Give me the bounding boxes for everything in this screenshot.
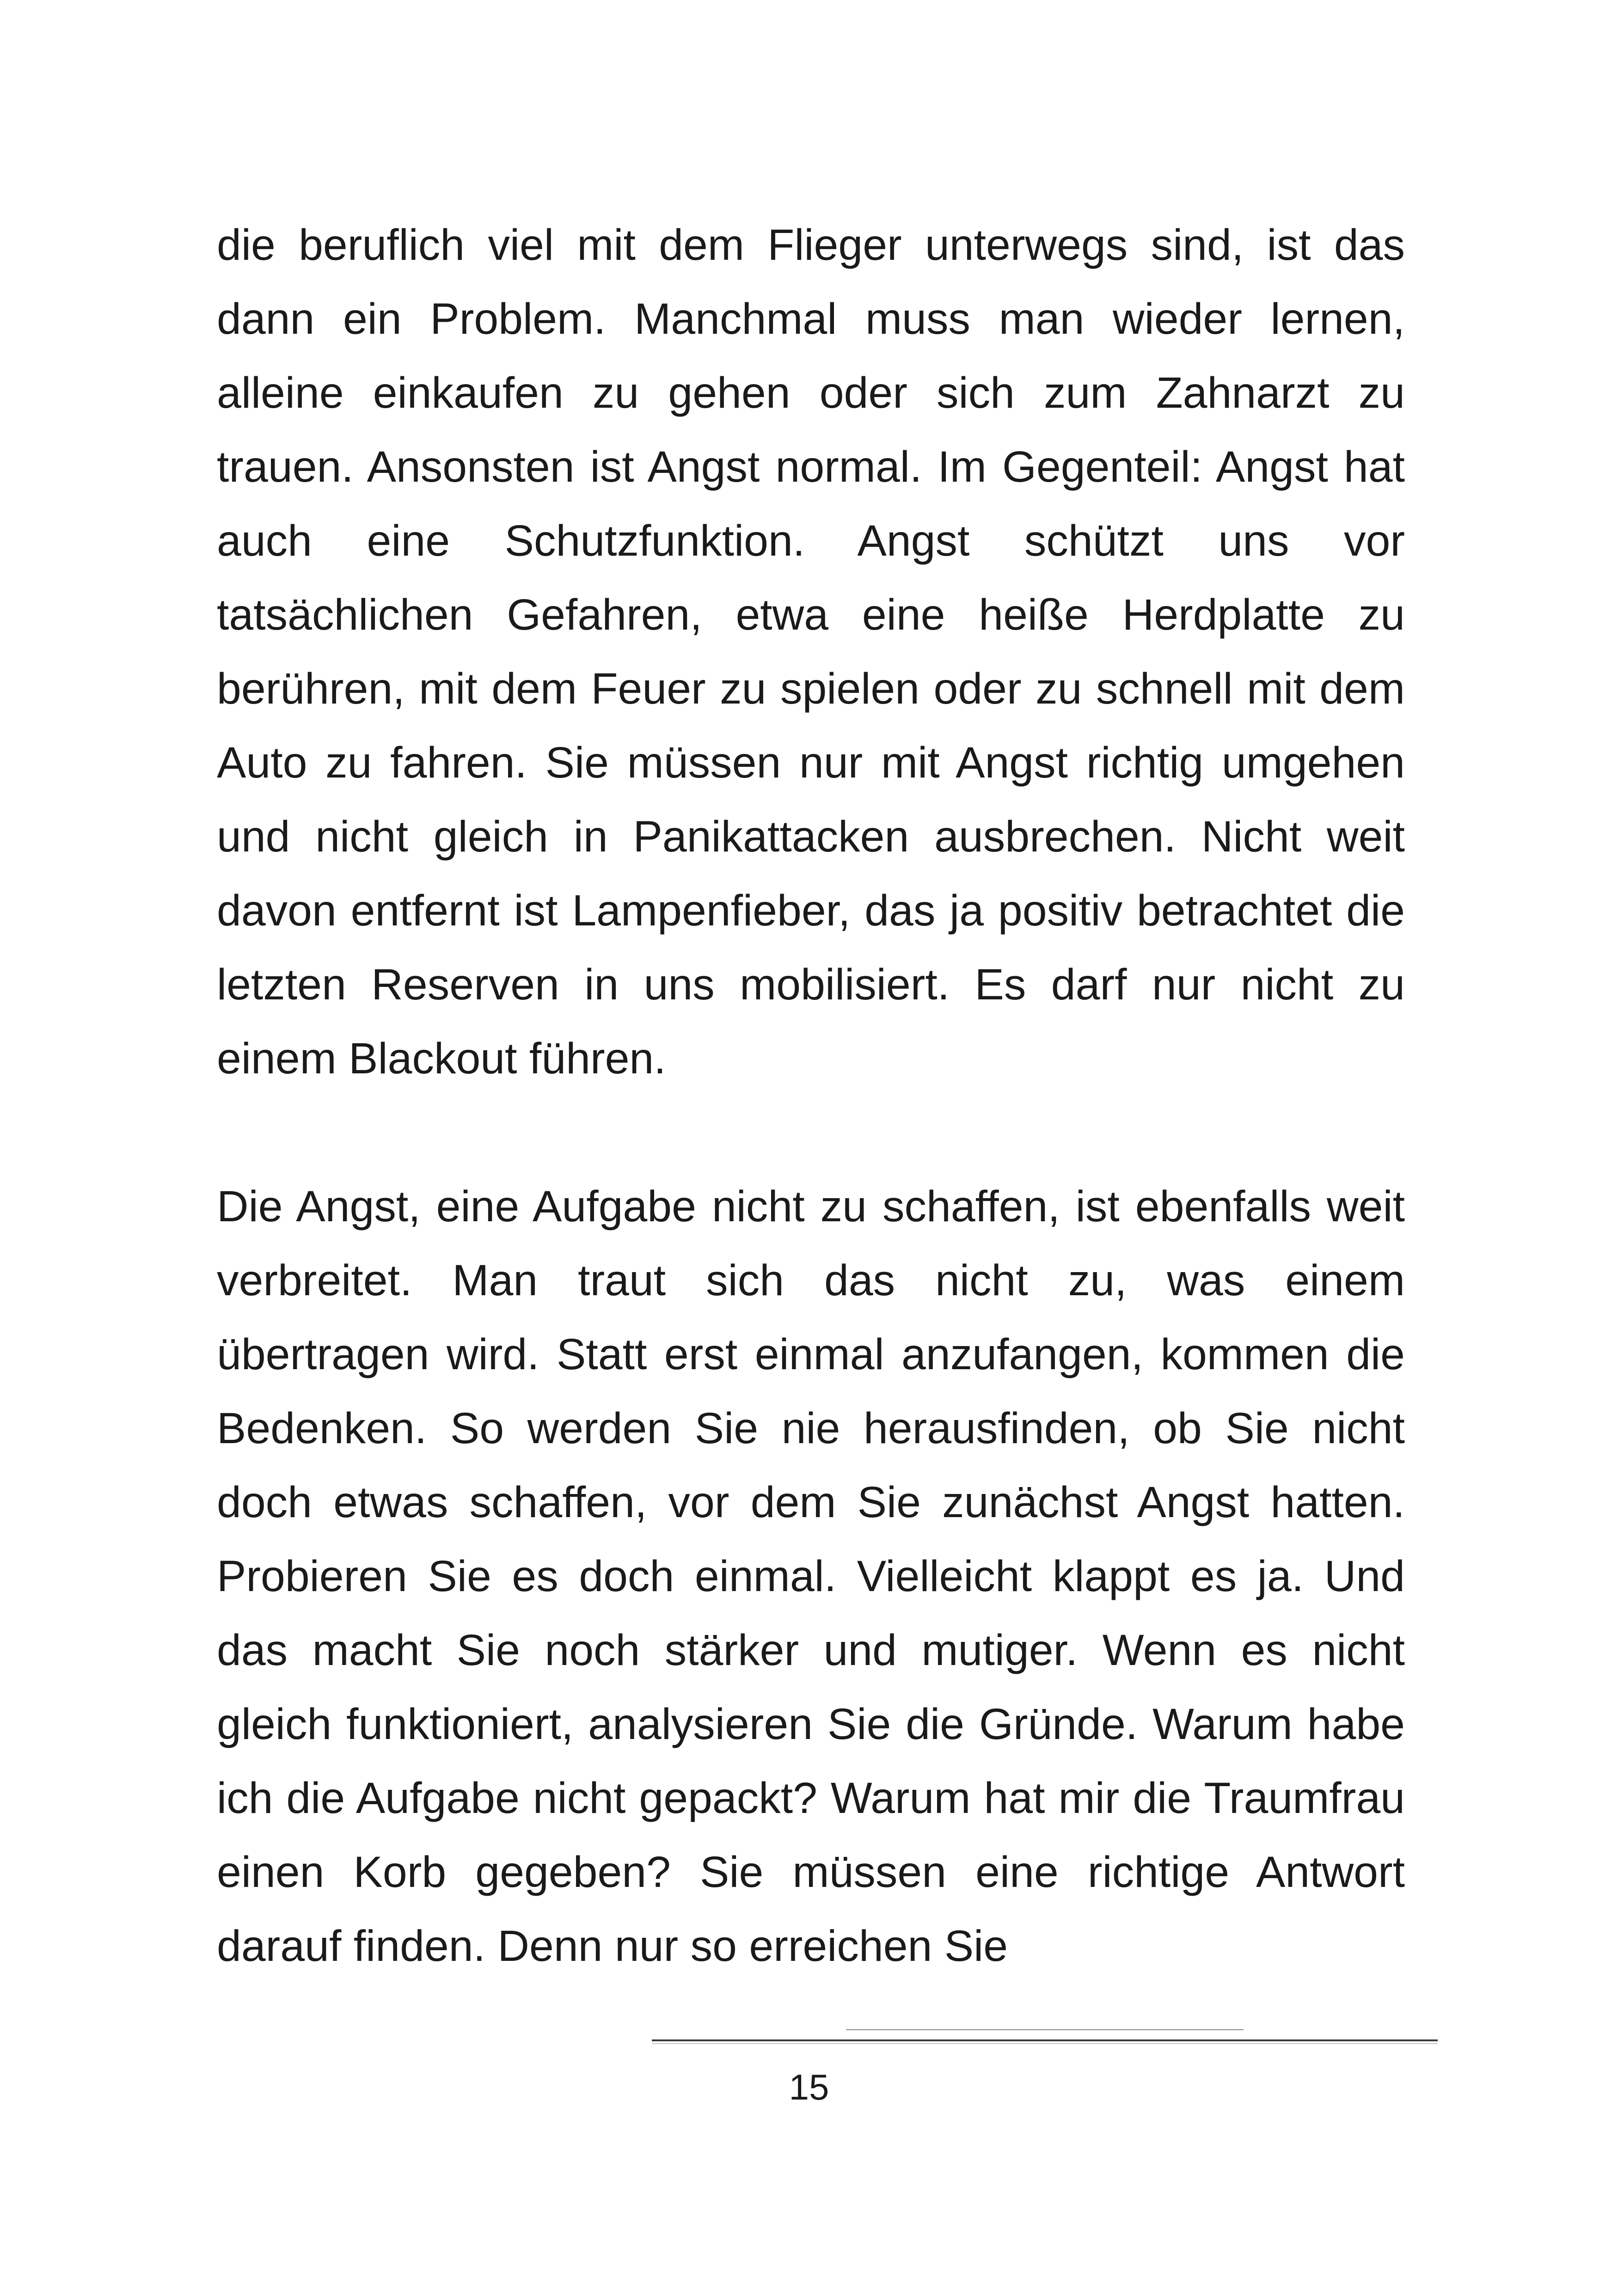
footer-divider-accent (846, 2029, 1244, 2030)
page-number: 15 (789, 2067, 829, 2107)
footer-divider-shadow (652, 2043, 1438, 2044)
body-text (217, 208, 1405, 1983)
footer-divider (652, 2039, 1438, 2041)
paragraph: die beruflich viel mit dem Flieger unterwegs sind, ist das dann ein Problem. Manchmal muss man wieder lernen, alleine einkaufen zu gehen oder sich zum Zahnarzt zu trauen. Ansonsten ist Angst normal. Im Gegenteil: Angst hat auch eine Schutzfunktion. Angst schützt uns vor tatsächlichen Gefahren, etwa eine heiße Herdplatte zu berühren, mit dem Feuer zu spielen oder zu schnell mit dem Auto zu fahren. Sie müssen nur mit Angst richtig umgehen und nicht gleich in Panikattacken ausbrechen. Nicht weit davon entfernt ist Lampenfieber, das ja positiv betrachtet die letzten Reserven in uns mobilisiert. Es darf nur nicht zu einem Blackout führen. (217, 220, 1405, 1083)
paragraph: Die Angst, eine Aufgabe nicht zu schaffen, ist ebenfalls weit verbreitet. Man traut sich das nicht zu, was einem übertragen wird. Statt erst einmal anzufangen, kommen die Bedenken. So werden Sie nie herausfinden, ob Sie nicht doch etwas schaffen, vor dem Sie zunächst Angst hatten. Probieren Sie es doch einmal. Vielleicht klappt es ja. Und das macht Sie noch stärker und mutiger. Wenn es nicht gleich funktioniert, analysieren Sie die Gründe. Warum habe ich die Aufgabe nicht gepackt? Warum hat mir die Traumfrau einen Korb gegeben? Sie müssen eine richtige Antwort darauf finden. Denn nur so erreichen Sie (217, 1182, 1405, 1971)
